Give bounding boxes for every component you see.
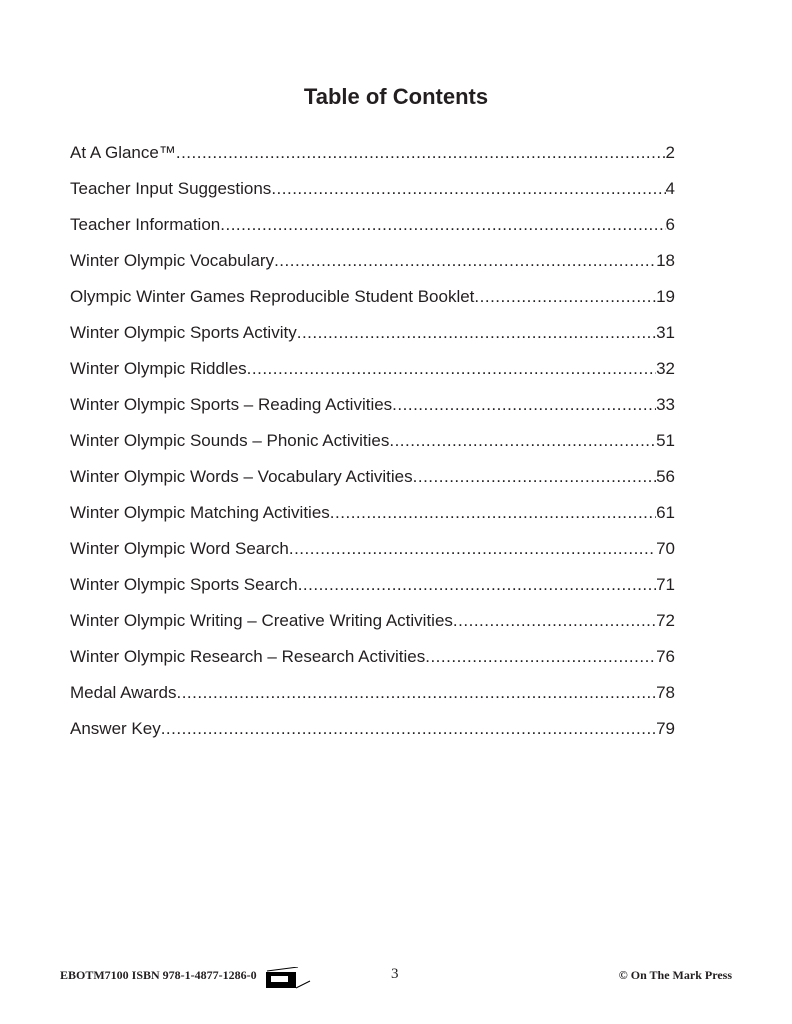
toc-page: 2 (665, 143, 675, 162)
toc-entry (70, 719, 675, 755)
toc-page: 51 (656, 431, 675, 450)
leader-dots (389, 431, 656, 451)
toc-page: 6 (665, 215, 675, 234)
toc-label: Answer Key (70, 719, 161, 738)
leader-dots (392, 395, 656, 415)
toc-entry (70, 431, 675, 467)
leader-dots (474, 287, 656, 307)
toc-page: 18 (656, 251, 675, 270)
toc-entry (70, 395, 675, 431)
page-title: Table of Contents (303, 84, 489, 109)
toc-label: At A Glance™ (70, 143, 176, 162)
toc-page: 70 (656, 539, 675, 558)
leader-dots (247, 359, 656, 379)
toc-entry (70, 215, 675, 251)
leader-dots (274, 251, 656, 271)
toc-label: Winter Olympic Word Search (70, 539, 289, 558)
toc-entry (70, 539, 675, 575)
toc-label: Winter Olympic Riddles (70, 359, 247, 378)
footer-copyright: © On The Mark Press (618, 968, 732, 982)
toc-entry (70, 467, 675, 503)
toc-label: Winter Olympic Sports – Reading Activities (70, 395, 393, 414)
toc-label: Olympic Winter Games Reproducible Student Booklet (70, 287, 475, 306)
leader-dots (297, 323, 656, 343)
page-number: 3 (391, 966, 399, 982)
toc-entry (70, 251, 675, 287)
toc-entry (70, 287, 675, 323)
toc-page: 79 (656, 719, 675, 738)
toc-page: 76 (656, 647, 675, 666)
toc-list (70, 143, 675, 755)
toc-page: 31 (656, 323, 675, 342)
leader-dots (271, 179, 665, 199)
toc-label: Medal Awards (70, 683, 177, 702)
toc-page: 4 (665, 179, 675, 198)
publisher-logo-icon (264, 967, 312, 989)
toc-page: 78 (656, 683, 675, 702)
leader-dots (220, 215, 665, 235)
toc-page: 33 (656, 395, 675, 414)
toc-label: Winter Olympic Sports Activity (70, 323, 297, 342)
toc-label: Winter Olympic Writing – Creative Writing Activities (70, 611, 453, 630)
toc-label: Teacher Information (70, 215, 221, 234)
toc-entry (70, 503, 675, 539)
leader-dots (289, 539, 656, 559)
toc-label: Winter Olympic Research – Research Activities (70, 647, 426, 666)
footer-product-code: EBOTM7100 ISBN 978-1-4877-1286-0 (60, 968, 257, 982)
leader-dots (425, 647, 656, 667)
leader-dots (298, 575, 656, 595)
toc-page: 56 (656, 467, 675, 486)
leader-dots (161, 719, 656, 739)
toc-label: Teacher Input Suggestions (70, 179, 272, 198)
toc-label: Winter Olympic Matching Activities (70, 503, 330, 522)
toc-label: Winter Olympic Words – Vocabulary Activities (70, 467, 413, 486)
toc-page: 72 (656, 611, 675, 630)
toc-entry (70, 647, 675, 683)
leader-dots (453, 611, 656, 631)
toc-entry (70, 143, 675, 179)
toc-page: 61 (656, 503, 675, 522)
toc-page: 32 (656, 359, 675, 378)
toc-entry (70, 611, 675, 647)
leader-dots (176, 143, 666, 163)
toc-label: Winter Olympic Sounds – Phonic Activities (70, 431, 390, 450)
toc-page: 71 (656, 575, 675, 594)
toc-entry (70, 179, 675, 215)
toc-entry (70, 575, 675, 611)
toc-entry (70, 359, 675, 395)
toc-page: 19 (656, 287, 675, 306)
toc-label: Winter Olympic Vocabulary (70, 251, 275, 270)
leader-dots (330, 503, 656, 523)
leader-dots (176, 683, 656, 703)
toc-entry (70, 323, 675, 359)
toc-entry (70, 683, 675, 719)
toc-label: Winter Olympic Sports Search (70, 575, 298, 594)
leader-dots (413, 467, 656, 487)
